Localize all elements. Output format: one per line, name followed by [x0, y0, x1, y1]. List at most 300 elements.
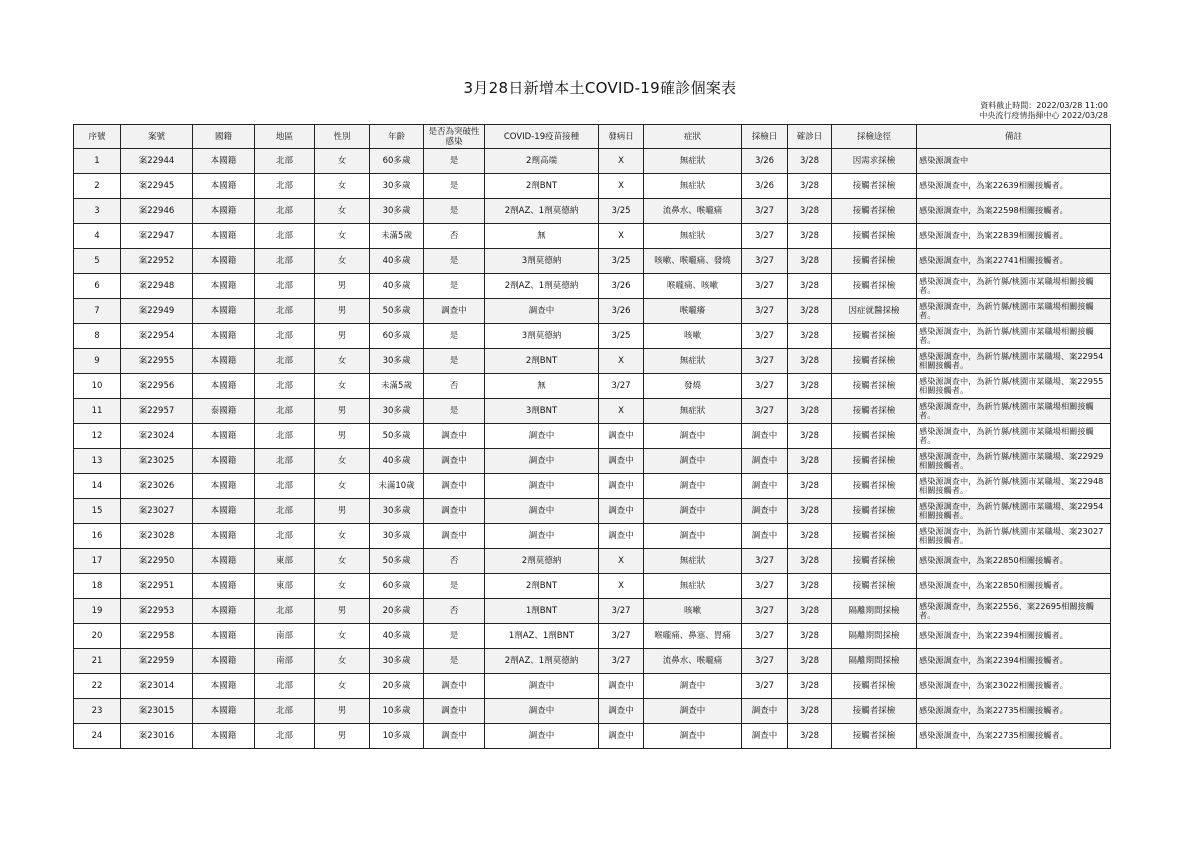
table-cell: 3/27: [599, 374, 644, 399]
table-cell: 本國籍: [193, 524, 255, 549]
table-cell: 20: [74, 624, 121, 649]
table-cell: 案22944: [121, 149, 193, 174]
table-cell: 12: [74, 424, 121, 449]
note-cell: 感染源調查中，為新竹縣/桃園市某職場、案22929相關接觸者。: [917, 449, 1111, 474]
table-cell: 13: [74, 449, 121, 474]
table-cell: 調查中: [485, 724, 599, 749]
table-cell: 3/27: [742, 224, 788, 249]
table-cell: 是: [424, 199, 485, 224]
table-cell: 調查中: [485, 474, 599, 499]
table-cell: 23: [74, 699, 121, 724]
table-row: [74, 224, 1111, 249]
table-cell: 案22956: [121, 374, 193, 399]
table-cell: 是: [424, 149, 485, 174]
table-cell: 3/27: [599, 649, 644, 674]
table-cell: 3/25: [599, 199, 644, 224]
table-cell: 3/27: [742, 624, 788, 649]
table-cell: 男: [315, 324, 370, 349]
table-cell: 3/27: [742, 599, 788, 624]
table-cell: 3/28: [788, 449, 832, 474]
table-cell: 接觸者採檢: [832, 724, 917, 749]
table-cell: 女: [315, 174, 370, 199]
table-cell: 東部: [255, 549, 315, 574]
note-cell: 感染源調查中，為新竹縣/桃園市某職場相關接觸者。: [917, 299, 1111, 324]
table-cell: 接觸者採檢: [832, 174, 917, 199]
table-row: [74, 724, 1111, 749]
table-cell: 3/25: [599, 249, 644, 274]
table-cell: 2劑莫德納: [485, 549, 599, 574]
table-row: [74, 374, 1111, 399]
table-cell: 3/27: [742, 249, 788, 274]
table-row: [74, 449, 1111, 474]
table-cell: 3/28: [788, 174, 832, 199]
table-cell: 調查中: [644, 449, 742, 474]
table-cell: 50多歲: [370, 549, 424, 574]
table-cell: 30多歲: [370, 499, 424, 524]
table-cell: 調查中: [742, 424, 788, 449]
table-row: [74, 699, 1111, 724]
table-cell: 本國籍: [193, 649, 255, 674]
table-cell: 男: [315, 424, 370, 449]
table-cell: 50多歲: [370, 299, 424, 324]
table-cell: 調查中: [424, 499, 485, 524]
table-cell: 3/27: [742, 324, 788, 349]
table-cell: 8: [74, 324, 121, 349]
note-cell: 感染源調查中，為新竹縣/桃園市某職場、案23027相關接觸者。: [917, 524, 1111, 549]
table-cell: 案23026: [121, 474, 193, 499]
header-cell: 是否為突破性感染: [424, 125, 485, 149]
table-cell: 接觸者採檢: [832, 424, 917, 449]
table-cell: 接觸者採檢: [832, 324, 917, 349]
table-cell: 20多歲: [370, 599, 424, 624]
table-cell: 未滿10歲: [370, 474, 424, 499]
table-cell: 北部: [255, 274, 315, 299]
table-cell: 北部: [255, 324, 315, 349]
table-row: [74, 624, 1111, 649]
table-cell: 調查中: [644, 724, 742, 749]
table-cell: 本國籍: [193, 674, 255, 699]
table-cell: 女: [315, 149, 370, 174]
table-cell: 女: [315, 574, 370, 599]
table-cell: 女: [315, 649, 370, 674]
table-cell: 2劑AZ、1劑莫德納: [485, 274, 599, 299]
table-cell: 北部: [255, 249, 315, 274]
note-cell: 感染源調查中，為案22735相關接觸者。: [917, 699, 1111, 724]
table-cell: 調查中: [424, 524, 485, 549]
table-cell: 2劑AZ、1劑莫德納: [485, 649, 599, 674]
table-cell: 案23016: [121, 724, 193, 749]
table-cell: 調查中: [424, 299, 485, 324]
table-cell: 咳嗽: [644, 599, 742, 624]
table-cell: 接觸者採檢: [832, 699, 917, 724]
table-cell: 2劑BNT: [485, 174, 599, 199]
table-cell: 本國籍: [193, 574, 255, 599]
table-cell: 2: [74, 174, 121, 199]
table-cell: 是: [424, 174, 485, 199]
table-cell: 接觸者採檢: [832, 674, 917, 699]
table-cell: 調查中: [485, 699, 599, 724]
table-cell: 是: [424, 574, 485, 599]
table-cell: 調查中: [424, 724, 485, 749]
table-cell: 3/28: [788, 149, 832, 174]
table-cell: 案23025: [121, 449, 193, 474]
table-cell: 30多歲: [370, 349, 424, 374]
table-cell: 調查中: [742, 499, 788, 524]
table-cell: 隔離期間採檢: [832, 599, 917, 624]
table-cell: 接觸者採檢: [832, 274, 917, 299]
table-cell: 無症狀: [644, 574, 742, 599]
table-cell: 男: [315, 699, 370, 724]
header-cell: 採檢日: [742, 125, 788, 149]
table-cell: 否: [424, 599, 485, 624]
table-cell: 本國籍: [193, 149, 255, 174]
table-cell: 北部: [255, 199, 315, 224]
table-cell: 3劑莫德納: [485, 324, 599, 349]
table-row: [74, 524, 1111, 549]
table-cell: 南部: [255, 624, 315, 649]
table-cell: 接觸者採檢: [832, 374, 917, 399]
table-row: [74, 574, 1111, 599]
table-cell: 22: [74, 674, 121, 699]
table-row: [74, 474, 1111, 499]
note-cell: 感染源調查中，為案22639相關接觸者。: [917, 174, 1111, 199]
case-table: [73, 124, 1111, 749]
note-cell: 感染源調查中，為案22850相關接觸者。: [917, 574, 1111, 599]
note-cell: 感染源調查中，為案23022相關接觸者。: [917, 674, 1111, 699]
table-cell: 無症狀: [644, 349, 742, 374]
table-header-row: [74, 125, 1111, 149]
table-cell: 接觸者採檢: [832, 549, 917, 574]
table-cell: 本國籍: [193, 299, 255, 324]
table-cell: 男: [315, 599, 370, 624]
table-cell: 調查中: [599, 474, 644, 499]
table-cell: 是: [424, 649, 485, 674]
table-row: [74, 424, 1111, 449]
table-cell: 否: [424, 224, 485, 249]
table-cell: 無症狀: [644, 399, 742, 424]
table-cell: 3/27: [742, 199, 788, 224]
header-cell: 年齡: [370, 125, 424, 149]
table-cell: 東部: [255, 574, 315, 599]
table-cell: 18: [74, 574, 121, 599]
table-cell: 接觸者採檢: [832, 524, 917, 549]
table-cell: 無: [485, 374, 599, 399]
table-cell: 3/28: [788, 399, 832, 424]
table-cell: 4: [74, 224, 121, 249]
note-cell: 感染源調查中，為新竹縣/桃園市某職場、案22948相關接觸者。: [917, 474, 1111, 499]
table-cell: 60多歲: [370, 324, 424, 349]
table-cell: 流鼻水、喉嚨痛: [644, 199, 742, 224]
table-cell: 北部: [255, 424, 315, 449]
table-cell: 北部: [255, 174, 315, 199]
table-cell: 接觸者採檢: [832, 399, 917, 424]
table-cell: 北部: [255, 349, 315, 374]
table-cell: X: [599, 399, 644, 424]
table-cell: 調查中: [485, 449, 599, 474]
table-row: [74, 274, 1111, 299]
table-cell: 3/28: [788, 599, 832, 624]
header-cell: 國籍: [193, 125, 255, 149]
table-cell: 60多歲: [370, 574, 424, 599]
table-cell: 北部: [255, 449, 315, 474]
table-cell: 調查中: [424, 674, 485, 699]
table-cell: 本國籍: [193, 274, 255, 299]
table-cell: 3/25: [599, 324, 644, 349]
table-cell: 2劑BNT: [485, 349, 599, 374]
header-cell: 採檢途徑: [832, 125, 917, 149]
table-cell: 咳嗽、喉嚨痛、發燒: [644, 249, 742, 274]
table-cell: 調查中: [485, 499, 599, 524]
table-cell: 北部: [255, 524, 315, 549]
table-cell: 案22947: [121, 224, 193, 249]
table-cell: 喉嚨痛、咳嗽: [644, 274, 742, 299]
table-cell: 3/26: [742, 174, 788, 199]
table-cell: X: [599, 549, 644, 574]
table-cell: 16: [74, 524, 121, 549]
table-cell: 發燒: [644, 374, 742, 399]
table-cell: 本國籍: [193, 449, 255, 474]
table-cell: 女: [315, 249, 370, 274]
table-cell: 3/28: [788, 224, 832, 249]
table-cell: 調查中: [599, 499, 644, 524]
table-cell: 3/28: [788, 249, 832, 274]
header-cell: 地區: [255, 125, 315, 149]
table-cell: 20多歲: [370, 674, 424, 699]
table-cell: 17: [74, 549, 121, 574]
table-cell: 因需求採檢: [832, 149, 917, 174]
table-cell: 7: [74, 299, 121, 324]
table-cell: 案23015: [121, 699, 193, 724]
note-cell: 感染源調查中，為案22394相關接觸者。: [917, 624, 1111, 649]
table-cell: 本國籍: [193, 549, 255, 574]
table-cell: 2劑AZ、1劑莫德納: [485, 199, 599, 224]
header-cell: 症狀: [644, 125, 742, 149]
note-cell: 感染源調查中，為案22598相關接觸者。: [917, 199, 1111, 224]
table-cell: 無症狀: [644, 149, 742, 174]
table-cell: 本國籍: [193, 174, 255, 199]
table-cell: 本國籍: [193, 224, 255, 249]
table-cell: 3/26: [599, 299, 644, 324]
table-cell: 案23027: [121, 499, 193, 524]
table-cell: 是: [424, 274, 485, 299]
table-cell: 本國籍: [193, 499, 255, 524]
table-cell: 3/28: [788, 474, 832, 499]
table-cell: 女: [315, 624, 370, 649]
table-cell: X: [599, 174, 644, 199]
table-cell: 女: [315, 524, 370, 549]
note-cell: 感染源調查中: [917, 149, 1111, 174]
table-cell: 調查中: [742, 449, 788, 474]
note-cell: 感染源調查中，為新竹縣/桃園市某職場、案22954相關接觸者。: [917, 499, 1111, 524]
table-row: [74, 149, 1111, 174]
table-cell: 40多歲: [370, 274, 424, 299]
note-cell: 感染源調查中，為案22741相關接觸者。: [917, 249, 1111, 274]
table-cell: 調查中: [599, 449, 644, 474]
header-cell: 序號: [74, 125, 121, 149]
table-cell: 30多歲: [370, 524, 424, 549]
header-cell: 確診日: [788, 125, 832, 149]
table-cell: 40多歲: [370, 249, 424, 274]
table-cell: 3/26: [599, 274, 644, 299]
table-row: [74, 324, 1111, 349]
table-cell: 3/28: [788, 724, 832, 749]
table-row: [74, 599, 1111, 624]
table-cell: 男: [315, 299, 370, 324]
table-cell: 女: [315, 449, 370, 474]
note-cell: 感染源調查中，為案22735相關接觸者。: [917, 724, 1111, 749]
page-title: 3月28日新增本土COVID-19確診個案表: [463, 79, 737, 97]
table-cell: 女: [315, 374, 370, 399]
table-cell: 接觸者採檢: [832, 199, 917, 224]
table-cell: 接觸者採檢: [832, 349, 917, 374]
note-cell: 感染源調查中，為新竹縣/桃園市某職場相關接觸者。: [917, 274, 1111, 299]
table-cell: 案22950: [121, 549, 193, 574]
table-cell: 女: [315, 349, 370, 374]
table-cell: 無症狀: [644, 174, 742, 199]
table-cell: 本國籍: [193, 474, 255, 499]
table-cell: 3/27: [742, 674, 788, 699]
table-cell: 調查中: [644, 499, 742, 524]
table-cell: 1劑BNT: [485, 599, 599, 624]
table-cell: 北部: [255, 374, 315, 399]
table-cell: 北部: [255, 699, 315, 724]
table-cell: 接觸者採檢: [832, 499, 917, 524]
table-cell: 因症就醫採檢: [832, 299, 917, 324]
table-cell: 3/28: [788, 524, 832, 549]
table-row: [74, 249, 1111, 274]
table-cell: 3/28: [788, 349, 832, 374]
table-cell: X: [599, 349, 644, 374]
table-cell: 案23028: [121, 524, 193, 549]
table-cell: 3/28: [788, 299, 832, 324]
table-cell: 本國籍: [193, 349, 255, 374]
table-cell: 案22955: [121, 349, 193, 374]
note-cell: 感染源調查中，為案22556、案22695相關接觸者。: [917, 599, 1111, 624]
table-cell: 北部: [255, 399, 315, 424]
table-cell: 調查中: [599, 424, 644, 449]
table-cell: 調查中: [424, 699, 485, 724]
header-cell: COVID-19疫苗接種: [485, 125, 599, 149]
table-cell: 女: [315, 474, 370, 499]
table-cell: X: [599, 574, 644, 599]
table-cell: 北部: [255, 149, 315, 174]
table-cell: 3/28: [788, 574, 832, 599]
table-cell: 3劑BNT: [485, 399, 599, 424]
note-cell: 感染源調查中，為新竹縣/桃園市某職場、案22954相關接觸者。: [917, 349, 1111, 374]
table-cell: 案22949: [121, 299, 193, 324]
table-cell: 隔離期間採檢: [832, 649, 917, 674]
table-cell: 案22958: [121, 624, 193, 649]
table-cell: 19: [74, 599, 121, 624]
table-cell: 本國籍: [193, 599, 255, 624]
table-row: [74, 299, 1111, 324]
table-cell: 案23024: [121, 424, 193, 449]
note-cell: 感染源調查中，為新竹縣/桃園市某職場相關接觸者。: [917, 324, 1111, 349]
table-cell: 2劑BNT: [485, 574, 599, 599]
data-cutoff-time: 資料截止時間：2022/03/28 11:00: [980, 101, 1108, 110]
table-cell: 本國籍: [193, 199, 255, 224]
table-cell: 北部: [255, 224, 315, 249]
table-cell: 3/28: [788, 499, 832, 524]
table-cell: 調查中: [742, 524, 788, 549]
case-table-body: [74, 149, 1111, 749]
table-cell: 北部: [255, 474, 315, 499]
table-cell: 調查中: [742, 699, 788, 724]
table-cell: 接觸者採檢: [832, 249, 917, 274]
note-cell: 感染源調查中，為案22839相關接觸者。: [917, 224, 1111, 249]
table-cell: 是: [424, 324, 485, 349]
table-cell: 9: [74, 349, 121, 374]
table-cell: 21: [74, 649, 121, 674]
table-cell: 隔離期間採檢: [832, 624, 917, 649]
table-cell: 3劑莫德納: [485, 249, 599, 274]
table-cell: 3/27: [742, 374, 788, 399]
table-cell: 調查中: [485, 299, 599, 324]
table-cell: 調查中: [424, 424, 485, 449]
header-cell: 性別: [315, 125, 370, 149]
table-cell: 案22952: [121, 249, 193, 274]
table-row: [74, 649, 1111, 674]
table-cell: 3/27: [599, 599, 644, 624]
table-cell: 3/28: [788, 374, 832, 399]
table-cell: 3/27: [742, 549, 788, 574]
table-cell: 調查中: [644, 524, 742, 549]
table-cell: 6: [74, 274, 121, 299]
table-cell: 3/28: [788, 424, 832, 449]
table-cell: 咳嗽: [644, 324, 742, 349]
table-cell: 接觸者採檢: [832, 449, 917, 474]
table-cell: 30多歲: [370, 399, 424, 424]
table-cell: 流鼻水、喉嚨痛: [644, 649, 742, 674]
table-cell: 3/27: [742, 299, 788, 324]
table-cell: 北部: [255, 299, 315, 324]
table-cell: 3/28: [788, 699, 832, 724]
table-cell: 50多歲: [370, 424, 424, 449]
report-meta: [979, 101, 1108, 121]
table-cell: 3/28: [788, 199, 832, 224]
table-cell: 北部: [255, 674, 315, 699]
table-row: [74, 499, 1111, 524]
table-cell: 調查中: [599, 674, 644, 699]
table-cell: 11: [74, 399, 121, 424]
table-cell: 30多歲: [370, 174, 424, 199]
table-cell: 調查中: [742, 724, 788, 749]
note-cell: 感染源調查中，為案22394相關接觸者。: [917, 649, 1111, 674]
table-cell: 24: [74, 724, 121, 749]
table-cell: 調查中: [599, 724, 644, 749]
table-row: [74, 349, 1111, 374]
table-cell: 案22946: [121, 199, 193, 224]
table-cell: 本國籍: [193, 424, 255, 449]
table-cell: 南部: [255, 649, 315, 674]
table-cell: 調查中: [599, 699, 644, 724]
table-cell: 2劑高端: [485, 149, 599, 174]
table-cell: 案22957: [121, 399, 193, 424]
table-cell: 是: [424, 399, 485, 424]
table-cell: 案22948: [121, 274, 193, 299]
table-cell: 男: [315, 724, 370, 749]
table-cell: 3/27: [742, 649, 788, 674]
table-cell: 無症狀: [644, 224, 742, 249]
table-cell: 3/28: [788, 324, 832, 349]
table-cell: 喉嚨癢: [644, 299, 742, 324]
table-row: [74, 199, 1111, 224]
table-cell: 女: [315, 199, 370, 224]
table-cell: 是: [424, 249, 485, 274]
table-cell: 男: [315, 399, 370, 424]
table-cell: 調查中: [424, 474, 485, 499]
table-cell: 男: [315, 499, 370, 524]
